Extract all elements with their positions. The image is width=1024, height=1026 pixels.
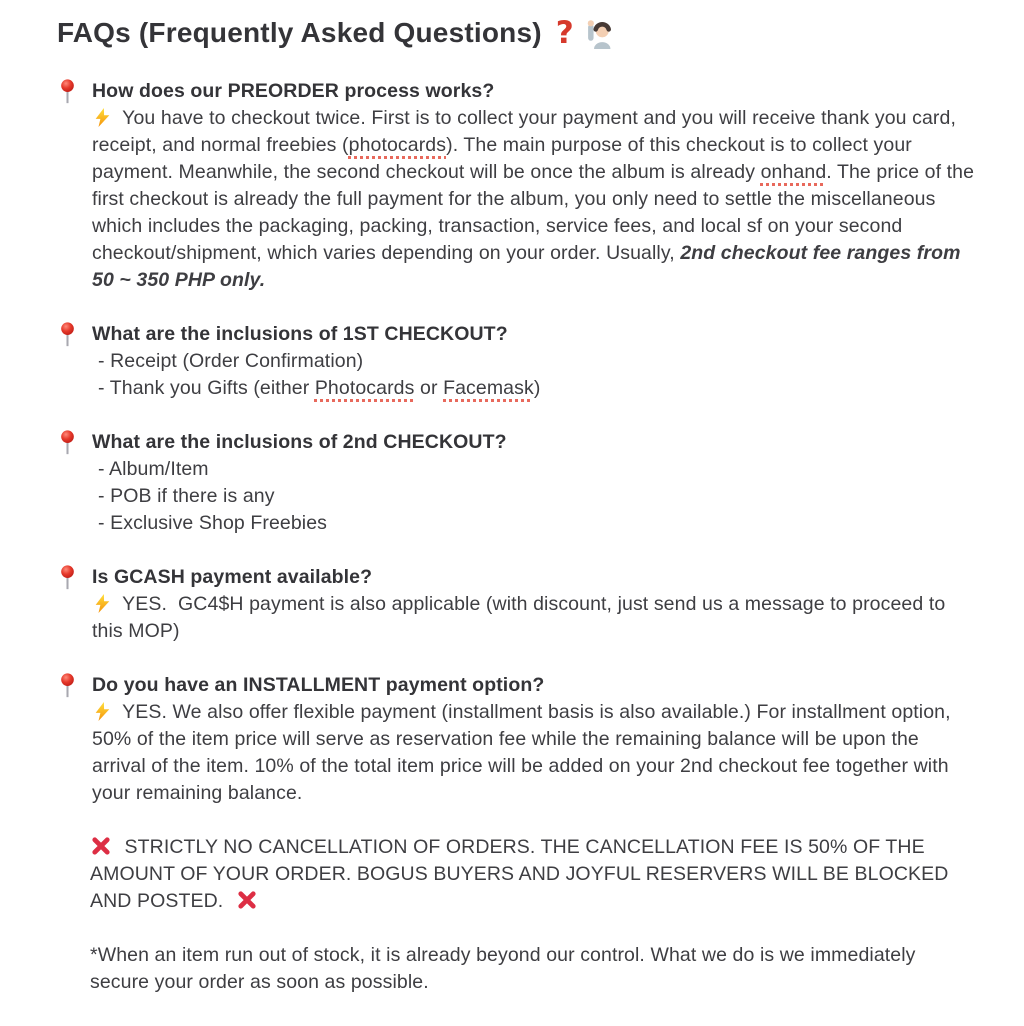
faq-answer: [92, 699, 975, 807]
list-item-text: or: [414, 377, 444, 399]
round-pushpin-icon: [60, 430, 75, 461]
note-paragraph: [57, 942, 975, 996]
answer-text: . The price of the first checkout is already the full payment for the album, you only need to settle the miscellaneous which includes the packaging, packing, transaction, service fees, and local sf on your second checkout/shipment, which varies depending on your order. Usually,: [92, 161, 975, 264]
list-item-text: ): [533, 377, 541, 399]
warning-text: STRICTLY NO CANCELLATION OF ORDERS. THE CANCELLATION FEE IS 50% OF THE AMOUNT OF YOUR ORDER. BOGUS BUYERS AND JOYFUL RESERVERS WILL BE BLOCKED AND POSTED.: [90, 836, 949, 912]
misspelled-word: Facemask: [443, 377, 534, 399]
faq-question: Do you have an INSTALLMENT payment option?: [92, 674, 545, 696]
warning-paragraph: [57, 834, 975, 915]
list-item: - Album/Item: [98, 458, 209, 480]
round-pushpin-icon: [60, 322, 75, 353]
round-pushpin-icon: [60, 565, 75, 596]
answer-text: You have to checkout twice. First is to collect your payment and you will receive thank you card, receipt, and normal freebies (: [92, 107, 956, 156]
faq-question: How does our PREORDER process works?: [92, 80, 495, 102]
list-item-text: - Thank you Gifts (either: [98, 377, 315, 399]
cross-mark-icon: [90, 836, 118, 858]
answer-text: YES. GC4$H payment is also applicable (with discount, just send us a message to proceed to this MOP): [92, 593, 946, 642]
faq-item-second-checkout-inclusions: [57, 429, 975, 537]
answer-text: YES. We also offer flexible payment (installment basis is also available.) For installment option, 50% of the item price will serve as reservation fee while the remaining balance will be upon the arrival of the item. 10% of the total item price will be added on your 2nd checkout fee together with your remaining balance.: [92, 701, 951, 804]
misspelled-word: Photocards: [314, 377, 415, 399]
answer-text: ). The main purpose of this checkout is to collect your payment. Meanwhile, the second checkout will be once the album is already: [92, 134, 912, 183]
answer-emphasis-text: 2nd checkout fee ranges from 50 ~ 350 PHP only.: [92, 242, 961, 291]
misspelled-word: photocards: [348, 134, 447, 156]
faq-answer-list: [92, 348, 975, 402]
page-title: [57, 14, 975, 52]
lightning-icon: [92, 105, 113, 132]
faq-item-preorder-process: [57, 78, 975, 294]
page-title-text: FAQs (Frequently Asked Questions): [57, 17, 542, 48]
faq-answer: [92, 591, 975, 645]
list-item: [98, 375, 975, 402]
cross-mark-icon: [230, 890, 258, 912]
faq-answer-list: [92, 456, 975, 537]
lightning-icon: [92, 591, 113, 618]
faq-question: Is GCASH payment available?: [92, 566, 373, 588]
question-mark-icon: ?: [555, 15, 574, 51]
list-item: - Exclusive Shop Freebies: [98, 512, 328, 534]
faq-item-gcash-payment: [57, 564, 975, 645]
round-pushpin-icon: [60, 79, 75, 110]
faq-item-installment-option: [57, 672, 975, 807]
note-text: *When an item run out of stock, it is already beyond our control. What we do is we immediately secure your order as soon as possible.: [90, 944, 916, 993]
misspelled-word: onhand: [760, 161, 827, 183]
faq-item-first-checkout-inclusions: [57, 321, 975, 402]
lightning-icon: [92, 699, 113, 726]
list-item: - Receipt (Order Confirmation): [98, 350, 364, 372]
list-item: - POB if there is any: [98, 485, 275, 507]
faq-answer: [92, 105, 975, 294]
person-raising-hand-icon: [584, 18, 615, 49]
faq-question: What are the inclusions of 1ST CHECKOUT?: [92, 323, 508, 345]
faq-question: What are the inclusions of 2nd CHECKOUT?: [92, 431, 507, 453]
round-pushpin-icon: [60, 673, 75, 704]
